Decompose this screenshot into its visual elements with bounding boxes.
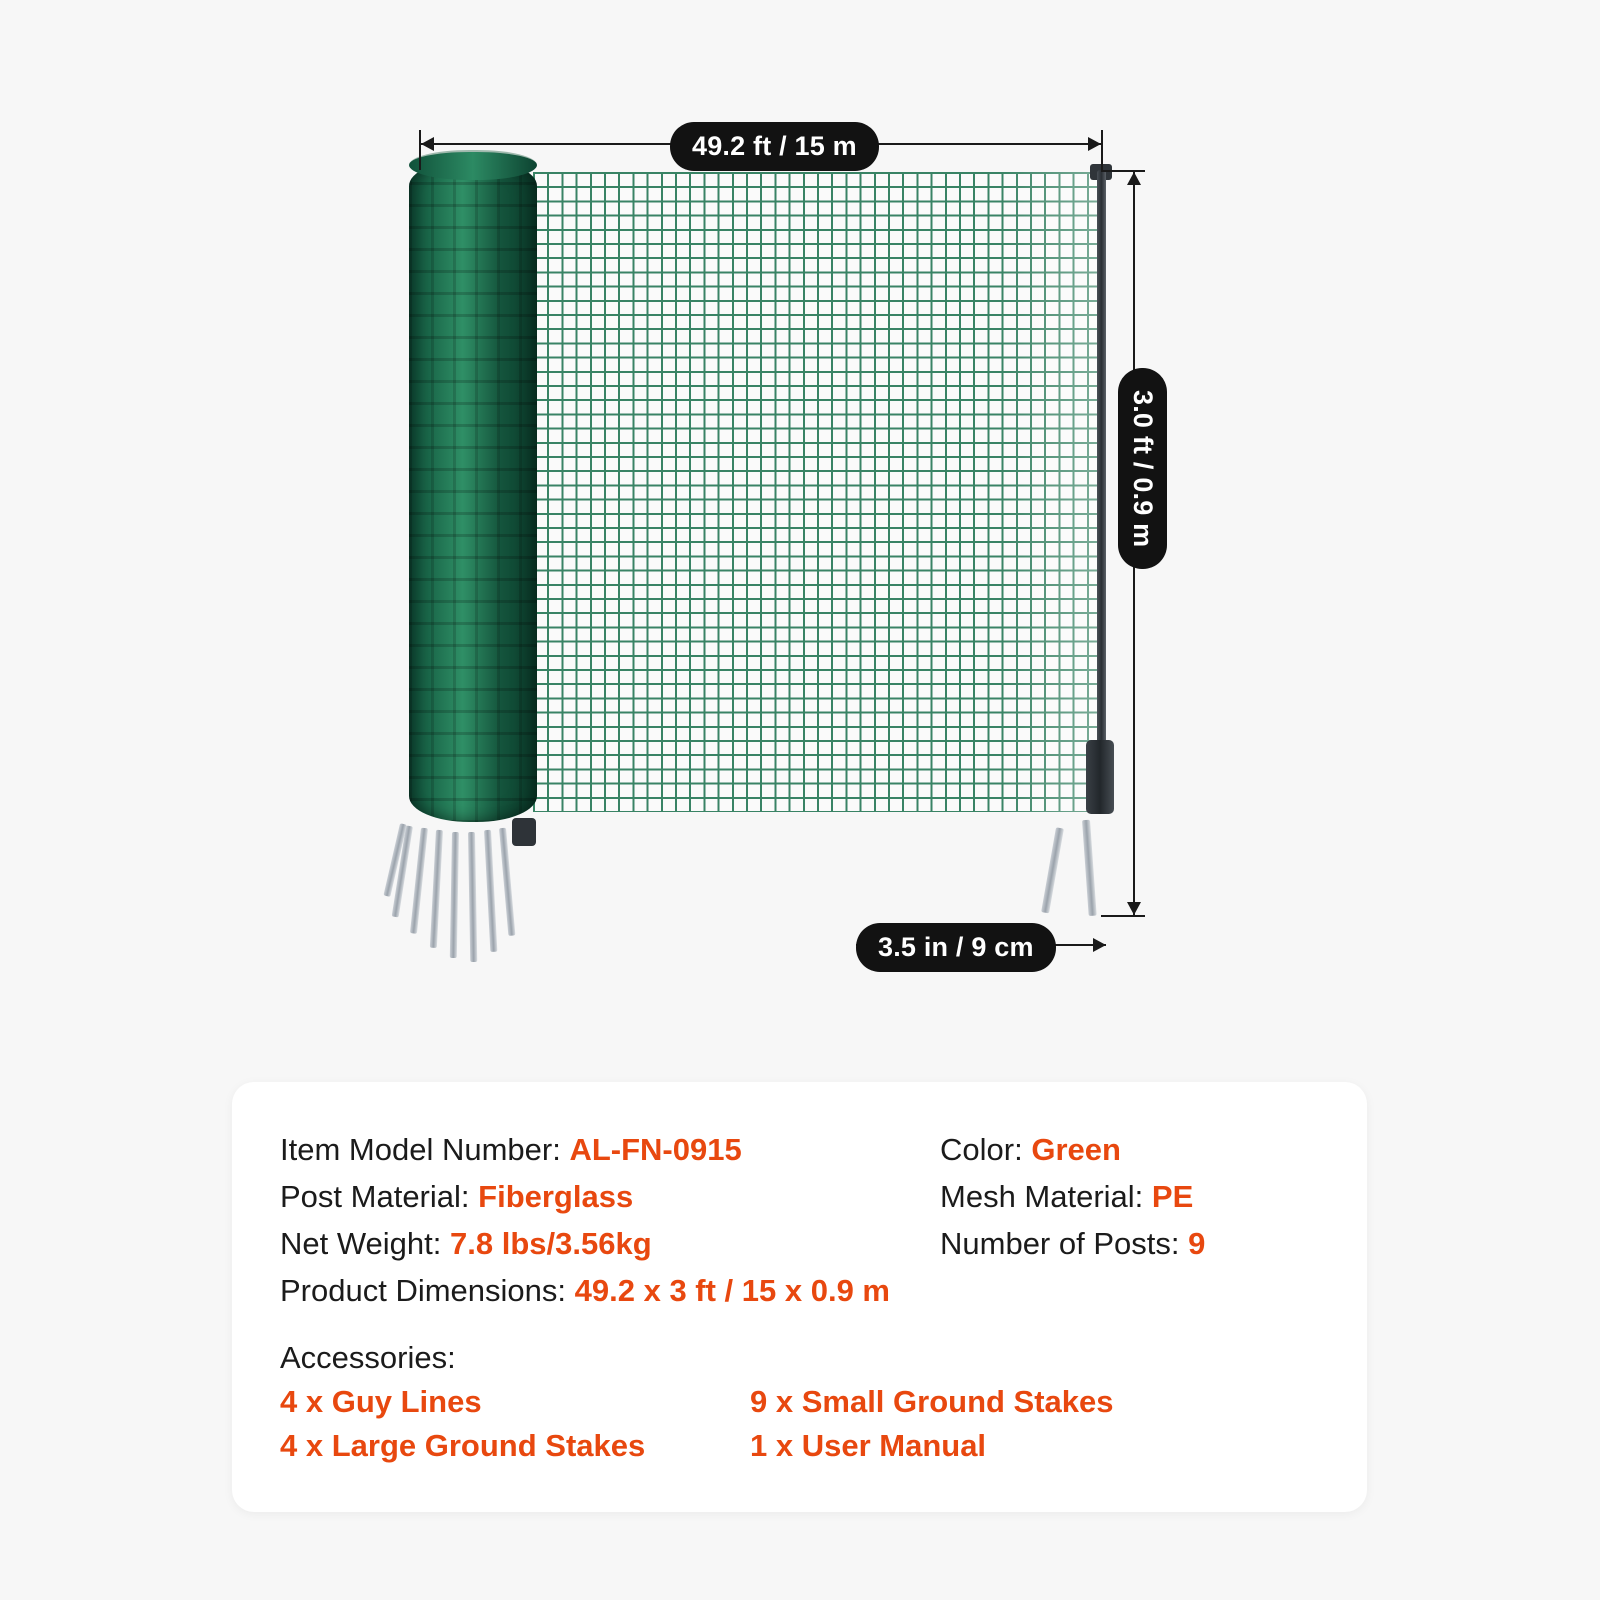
spec-row-color	[940, 1126, 1205, 1173]
height-dimension-label: 3.0 ft / 0.9 m	[1118, 368, 1167, 569]
fence-post-right	[1097, 170, 1106, 810]
spec-row-mesh-material	[940, 1173, 1205, 1220]
ground-stake	[450, 832, 459, 958]
width-dim-arrow-left	[421, 137, 434, 151]
spacing-dimension-label: 3.5 in / 9 cm	[856, 923, 1056, 972]
ground-stake	[484, 830, 497, 952]
ground-stake	[430, 830, 443, 948]
spacing-dim-arrow-right	[1093, 938, 1106, 952]
spec-label-color: Color:	[940, 1132, 1023, 1167]
width-dim-tick-right	[1101, 130, 1103, 170]
spec-value-number-of-posts: 9	[1188, 1226, 1206, 1262]
spec-label-mesh-material: Mesh Material:	[940, 1179, 1144, 1215]
accessories-title: Accessories:	[280, 1340, 456, 1376]
rolled-fence-bundle	[409, 160, 537, 822]
ground-stake	[1082, 820, 1097, 916]
spec-row-model	[280, 1126, 940, 1173]
mesh-panel	[533, 172, 1103, 812]
accessories-list	[280, 1384, 1319, 1464]
spec-row-dimensions	[280, 1267, 940, 1314]
rolled-fence-top-cap	[409, 150, 537, 180]
spec-row-number-of-posts	[940, 1220, 1205, 1267]
height-dim-arrow-top	[1127, 172, 1141, 185]
width-dimension-label: 49.2 ft / 15 m	[670, 122, 879, 171]
spec-label-dimensions: Product Dimensions:	[280, 1273, 567, 1309]
spec-label-number-of-posts: Number of Posts:	[940, 1226, 1180, 1262]
ground-stake	[410, 828, 428, 934]
accessory-item: 4 x Large Ground Stakes	[280, 1428, 646, 1464]
spec-row-net-weight	[280, 1220, 940, 1267]
post-clip-left	[512, 818, 536, 846]
fence-post-foot	[1086, 740, 1114, 814]
spec-value-mesh-material: PE	[1151, 1179, 1194, 1215]
spec-value-color: Green	[1031, 1132, 1121, 1167]
height-dim-tick-bottom	[1101, 915, 1145, 917]
accessory-item: 4 x Guy Lines	[280, 1384, 482, 1420]
accessory-item: 1 x User Manual	[750, 1428, 987, 1464]
specifications-card	[232, 1082, 1367, 1512]
ground-stake	[1041, 827, 1064, 913]
spec-value-model: AL-FN-0915	[569, 1132, 742, 1167]
height-dim-arrow-bottom	[1127, 902, 1141, 915]
ground-stake	[468, 832, 477, 962]
width-dim-arrow-right	[1088, 137, 1101, 151]
spec-row-post-material	[280, 1173, 940, 1220]
spec-column-right	[940, 1126, 1205, 1314]
spec-value-dimensions: 49.2 x 3 ft / 15 x 0.9 m	[574, 1273, 890, 1309]
spec-label-net-weight: Net Weight:	[280, 1226, 442, 1262]
spec-column-left	[280, 1126, 940, 1314]
spec-value-post-material: Fiberglass	[478, 1179, 634, 1215]
spec-value-net-weight: 7.8 lbs/3.56kg	[450, 1226, 652, 1262]
accessory-item: 9 x Small Ground Stakes	[750, 1384, 1114, 1420]
spec-label-post-material: Post Material:	[280, 1179, 470, 1215]
spec-label-model: Item Model Number:	[280, 1132, 561, 1167]
